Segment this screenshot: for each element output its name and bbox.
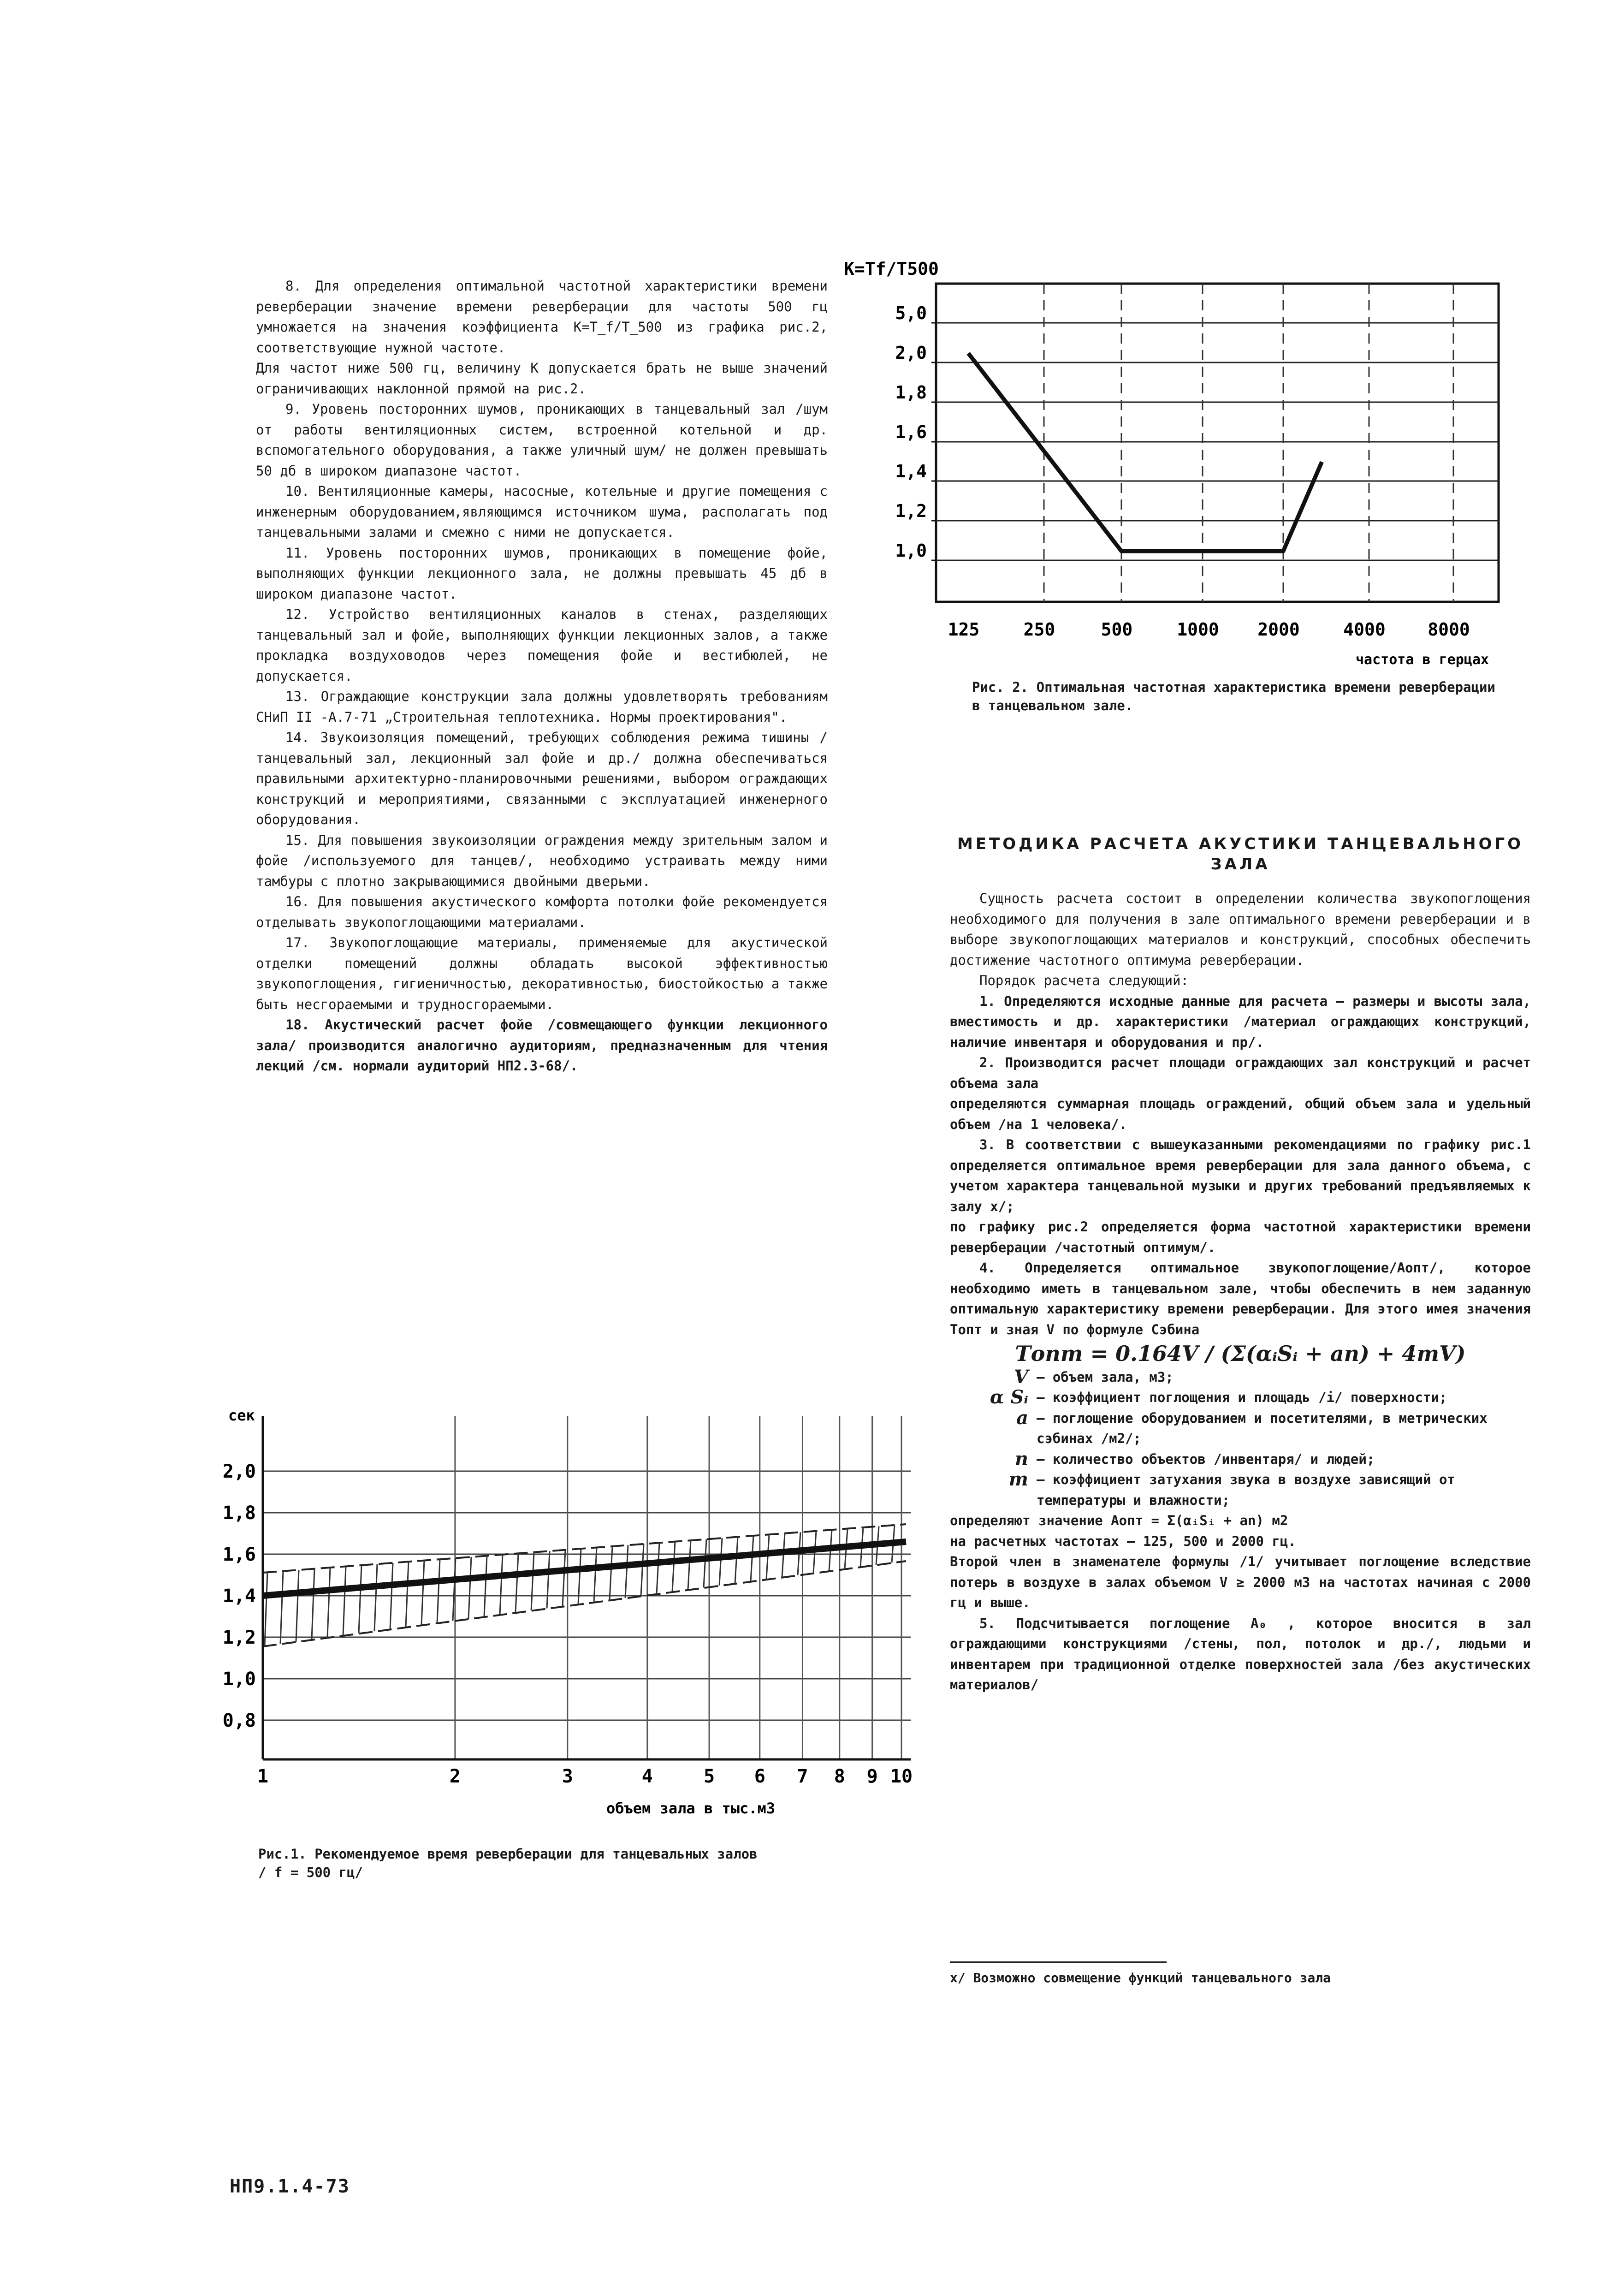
fig2-x-tick-label: 1000 [1177, 619, 1219, 640]
paragraph-12: 12. Устройство вентиляционных каналов в стенах, разделяющих танцевальный зал и фойе, выполняющих функции лекционных залов, а также прокладка воздуховодов через помещения фойе и вестибюлей, не допускается. [256, 606, 828, 684]
fig2-optimum-curve [968, 353, 1322, 551]
fig2-y-axis-label: K=Tf/T500 [844, 259, 939, 279]
fig2-x-tick-label: 4000 [1343, 619, 1386, 640]
symbol-row: n – количество объектов /инвентаря/ и людей; [1014, 1448, 1375, 1470]
paragraph-18: 18. Акустический расчет фойе /совмещающего функции лекционного зала/ производится аналогично аудиториям, предназначенным для чтения лекций /см. нормали аудиторий НП2.3-68/. [256, 1017, 828, 1074]
fig1-y-ticks [223, 1461, 256, 1731]
fig2-y-tick-label: 1,6 [895, 422, 927, 442]
fig2-y-tick-label: 1,0 [895, 541, 927, 561]
figure-2-frequency-chart [844, 258, 1526, 683]
fig2-caption: Рис. 2. Оптимальная частотная характеристика времени реверберации в танцевальном зале. [972, 679, 1495, 713]
fig2-x-tick-label: 125 [948, 619, 980, 640]
fig1-caption: Рис.1. Рекомендуемое время реверберации для танцевальных залов / f = 500 гц/ [258, 1846, 758, 1880]
fig1-x-tick-label: 4 [641, 1766, 653, 1787]
step-4: 4. Определяется оптимальное звукопоглощение/Aопт/, которое необходимо иметь в танцевальном зале, чтобы обеспечить в нем заданную оптимальную характеристику времени реверберации. Для этого имея значения Tопт и зная V по формуле Сэбина [950, 1260, 1531, 1337]
fig1-x-tick-label: 2 [449, 1766, 461, 1787]
step-3b: по графику рис.2 определяется форма частотной характеристики времени реверберации /частотный оптимум/. [950, 1219, 1531, 1255]
design-frequencies: на расчетных частотах – 125, 500 и 2000 гц. [950, 1533, 1296, 1549]
paragraph-11: 11. Уровень посторонних шумов, проникающих в помещение фойе, выполняющих функции лекционного зала, не должны превышать 45 дб в широком диапазоне частот. [256, 545, 828, 602]
paragraph-16: 16. Для повышения акустического комфорта потолки фойе рекомендуется отделывать звукопоглощающими материалами. [256, 894, 828, 930]
fig1-y-tick-label: 1,6 [222, 1544, 256, 1565]
fig2-x-tick-label: 2000 [1257, 619, 1300, 640]
air-absorption-note: Второй член в знаменателе формулы /1/ учитывает поглощение вследствие потерь в воздухе в залах объемом V ≥ 2000 м3 на частотах начиная с 2000 гц и выше. [950, 1554, 1531, 1610]
paragraph-17: 17. Звукопоглощающие материалы, применяемые для акустической отделки помещений должны обладать высокой эффективностью звукопоглощения, гигиеничностью, декоративностью, биостойкостью а также быть несгораемыми и трудносгораемыми. [256, 935, 828, 1012]
step-1: 1. Определяются исходные данные для расчета – размеры и высоты зала, вместимость и др. характеристики /материал ограждающих конструкций, наличие инвентаря и оборудования и пр/. [950, 993, 1531, 1050]
section-heading: МЕТОДИКА РАСЧЕТА АКУСТИКИ ТАНЦЕВАЛЬНОГО ЗАЛА [957, 835, 1524, 873]
fig1-mean-line [263, 1542, 906, 1596]
fig2-y-tick-label: 2,0 [895, 343, 927, 363]
symbol-row: a – поглощение оборудованием и посетителями, в метрических сэбинах /м2/; [1016, 1407, 1488, 1446]
fig2-y-ticks [895, 303, 936, 561]
fig2-x-ticks [948, 619, 1470, 640]
step-2a: 2. Производится расчет площади ограждающих зал конструкций и расчет объема зала [950, 1055, 1531, 1091]
paragraph-8-note: Для частот ниже 500 гц, величину K допускается брать не выше значений ограничивающих наклонной прямой на рис.2. [256, 360, 828, 397]
paragraph-9: 9. Уровень посторонних шумов, проникающих в танцевальный зал /шум от работы вентиляционных систем, встроенной котельной и др. вспомогательного оборудования, а также уличный шум/ не должен превышать 50 дб в широком диапазоне частот. [256, 401, 828, 479]
fig1-y-tick-label: 1,4 [222, 1586, 256, 1607]
paragraph-13: 13. Ограждающие конструкции зала должны удовлетворять требованиям СНиП II -А.7-71 „Строительная теплотехника. Нормы проектирования". [256, 689, 828, 725]
sabine-formula: Tопт = 0.164V / (Σ(αᵢSᵢ + an) + 4mV) [1015, 1341, 1466, 1366]
fig1-y-tick-label: 0,8 [222, 1710, 256, 1731]
fig1-x-tick-label: 10 [890, 1766, 913, 1787]
paragraph-14: 14. Звукоизоляция помещений, требующих соблюдения режима тишины /танцевальный зал, лекционный зал фойе и др./ должна обеспечиваться правильными архитектурно-планировочными решениями, выбором ограждающих конструкций и мероприятиями, связанными с эксплуатацией инженерного оборудования. [256, 730, 828, 827]
fig1-x-ticks [257, 1766, 913, 1787]
fig2-x-tick-label: 250 [1023, 619, 1055, 640]
step-3a: 3. В соответствии с вышеуказанными рекомендациями по графику рис.1 определяется оптимальное время реверберации для зала данного объема, с учетом характера танцевальной музыки и других требований предъявляемых к залу x/; [950, 1137, 1531, 1214]
method-intro: Сущность расчета состоит в определении количества звукопоглощения необходимого для получения в зале оптимального времени реверберации и в выборе звукопоглощающих материалов и конструкций, способных обеспечить достижение частотного оптимума реверберации. [950, 891, 1531, 968]
fig1-y-tick-label: 2,0 [222, 1461, 256, 1482]
order-title: Порядок расчета следующий: [979, 973, 1189, 988]
fig1-x-tick-label: 6 [754, 1766, 765, 1787]
step-2b: определяются суммарная площадь ограждений, общий объем зала и удельный объем /на 1 человека/. [950, 1096, 1531, 1132]
fig1-x-tick-label: 7 [797, 1766, 808, 1787]
left-text-column [256, 276, 828, 1076]
fig1-y-tick-label: 1,0 [222, 1669, 256, 1690]
fig2-x-axis-label: частота в герцах [1356, 652, 1489, 668]
fig1-y-axis-label: сек [228, 1407, 255, 1424]
paragraph-8: 8. Для определения оптимальной частотной характеристики времени реверберации значение времени реверберации для частоты 500 гц умножается на значения коэффициента K=T_f/T_500 из графика рис.2, соответствующие нужной частоте. [256, 278, 828, 356]
figure-1-reverberation-chart [210, 1407, 929, 1822]
fig2-x-tick-label: 8000 [1428, 619, 1470, 640]
symbol-row: V – объем зала, м3; [1014, 1366, 1174, 1388]
fig2-y-tick-label: 5,0 [895, 303, 927, 323]
fig2-y-tick-label: 1,8 [895, 382, 927, 403]
fig1-x-tick-label: 5 [704, 1766, 715, 1787]
fig2-y-tick-label: 1,4 [895, 461, 927, 481]
footnote-divider [950, 1961, 1167, 1963]
paragraph-15: 15. Для повышения звукоизоляции ограждения между зрительным залом и фойе /используемого для танцев/, необходимо устраивать между ними тамбуры с плотно закрывающимися двойными дверьми. [256, 832, 828, 889]
fig1-x-tick-label: 1 [257, 1766, 269, 1787]
fig2-x-tick-label: 500 [1101, 619, 1133, 640]
paragraph-10: 10. Вентиляционные камеры, насосные, котельные и другие помещения с инженерным оборудованием,являющимся источником шума, располагать под танцевальными залами и смежно с ними не допускается. [256, 483, 828, 540]
absorption-formula-line: определяют значение Aопт = Σ(αᵢSᵢ + an) м2 [950, 1513, 1288, 1528]
fig2-grid [936, 284, 1499, 602]
symbol-row: m – коэффициент затухания звука в воздухе зависящий от температуры и влажности; [1008, 1468, 1455, 1508]
symbol-row: α Sᵢ – коэффициент поглощения и площадь /i/ поверхности; [990, 1386, 1447, 1408]
fig1-y-tick-label: 1,8 [222, 1503, 256, 1524]
fig1-y-tick-label: 1,2 [222, 1627, 256, 1648]
fig1-x-axis-label: объем зала в тыс.м3 [606, 1800, 776, 1817]
symbol-list [950, 1367, 1531, 1511]
footnote: x/ Возможно совмещение функций танцевального зала [950, 1970, 1331, 1985]
step-5: 5. Подсчитывается поглощение A₀ , которое вносится в зал ограждающими конструкциями /стены, пол, потолок и др./, людьми и инвентарем при традиционной отделке поверхностей зала /без акустических материалов/ [950, 1615, 1531, 1693]
document-code: НП9.1.4-73 [230, 2176, 350, 2197]
fig2-y-tick-label: 1,2 [895, 501, 927, 521]
fig1-x-tick-label: 3 [562, 1766, 573, 1787]
fig1-x-tick-label: 8 [834, 1766, 845, 1787]
fig1-x-tick-label: 9 [866, 1766, 878, 1787]
fig2-plot-frame [936, 284, 1499, 602]
right-text-column [950, 834, 1531, 1695]
